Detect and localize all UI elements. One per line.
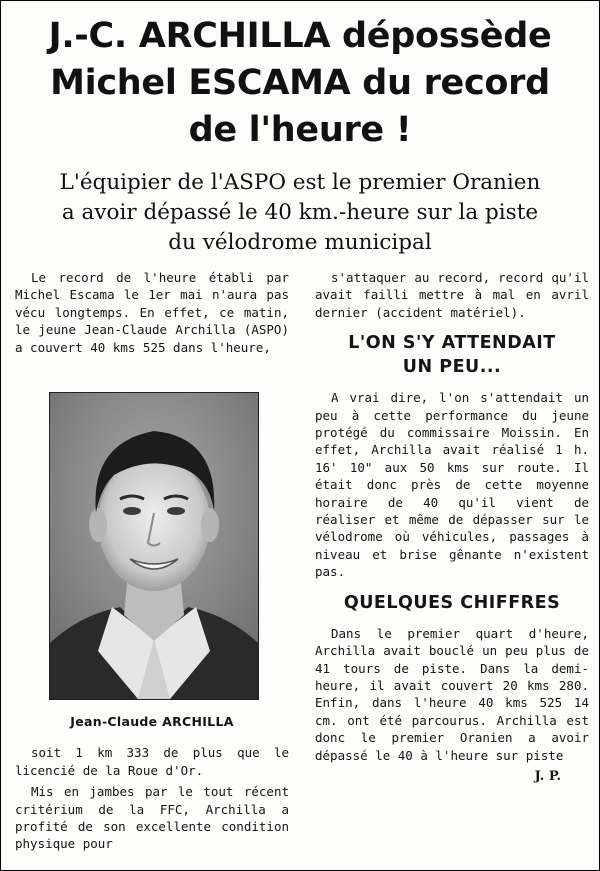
section-heading-1: [315, 331, 589, 379]
portrait-photo: [49, 392, 259, 700]
right-column: [315, 269, 589, 785]
left-column: [15, 269, 289, 857]
headline: [7, 13, 593, 154]
section-heading-1-line-2: UN PEU...: [402, 357, 502, 378]
subheadline-line-3: du vélodrome municipal: [168, 230, 432, 255]
paragraph-4: s'attaquer au record, record qu'il avait failli mettre à mal en avril dernier (accident matériel).: [315, 270, 589, 320]
subheadline: [9, 168, 591, 258]
portrait-illustration: [50, 393, 258, 699]
paragraph-2: soit 1 km 333 de plus que le licencié de la Roue d'Or.: [15, 745, 289, 778]
article-body: [15, 269, 589, 865]
intro-paragraph: Le record de l'heure établi par Michel Escama le 1er mai n'aura pas vécu longtemps. En effet, ce matin, le jeune Jean-Claude Archilla (ASPO) a couvert 40 kms 525 dans l'heure,: [15, 270, 289, 355]
headline-line-2: Michel ESCAMA du record: [50, 63, 550, 103]
photo-caption: Jean-Claude ARCHILLA: [70, 714, 234, 730]
section-heading-2: QUELQUES CHIFFRES: [343, 592, 561, 613]
section-1-text: A vrai dire, l'on s'attendait un peu à cette performance du jeune protégé du commissaire Moissin. En effet, Archilla avait réalisé 1 h. 16' 10" aux 50 kms sur route. Il était donc près de cette moyenne horaire de 40 qu'il vient de réaliser et même de dépasser sur le vélodrome où véhicules, passages à niveau et brise gênante n'existent pas.: [315, 390, 589, 580]
paragraph-3: Mis en jambes par le tout récent critérium de la FFC, Archilla a profité de son excellente condition physique pour: [15, 784, 289, 852]
subheadline-line-1: L'équipier de l'ASPO est le premier Oranien: [59, 170, 541, 195]
section-2-text: Dans le premier quart d'heure, Archilla avait bouclé un peu plus de 41 tours de piste. Dans la demi-heure, il avait couvert 20 kms 280. Enfin, dans l'heure 40 kms 525 14 cm. ont été parcourus. Archilla est donc le premier Oranien a avoir dépassé le 40 à l'heure sur piste: [315, 625, 589, 763]
section-heading-1-line-1: L'ON S'Y ATTENDAIT: [348, 333, 556, 354]
headline-line-1: J.-C. ARCHILLA dépossède: [48, 16, 552, 56]
headline-line-3: de l'heure !: [188, 110, 412, 150]
author-signature: J. P.: [534, 768, 561, 784]
subheadline-line-2: a avoir dépassé le 40 km.-heure sur la piste: [61, 200, 539, 225]
